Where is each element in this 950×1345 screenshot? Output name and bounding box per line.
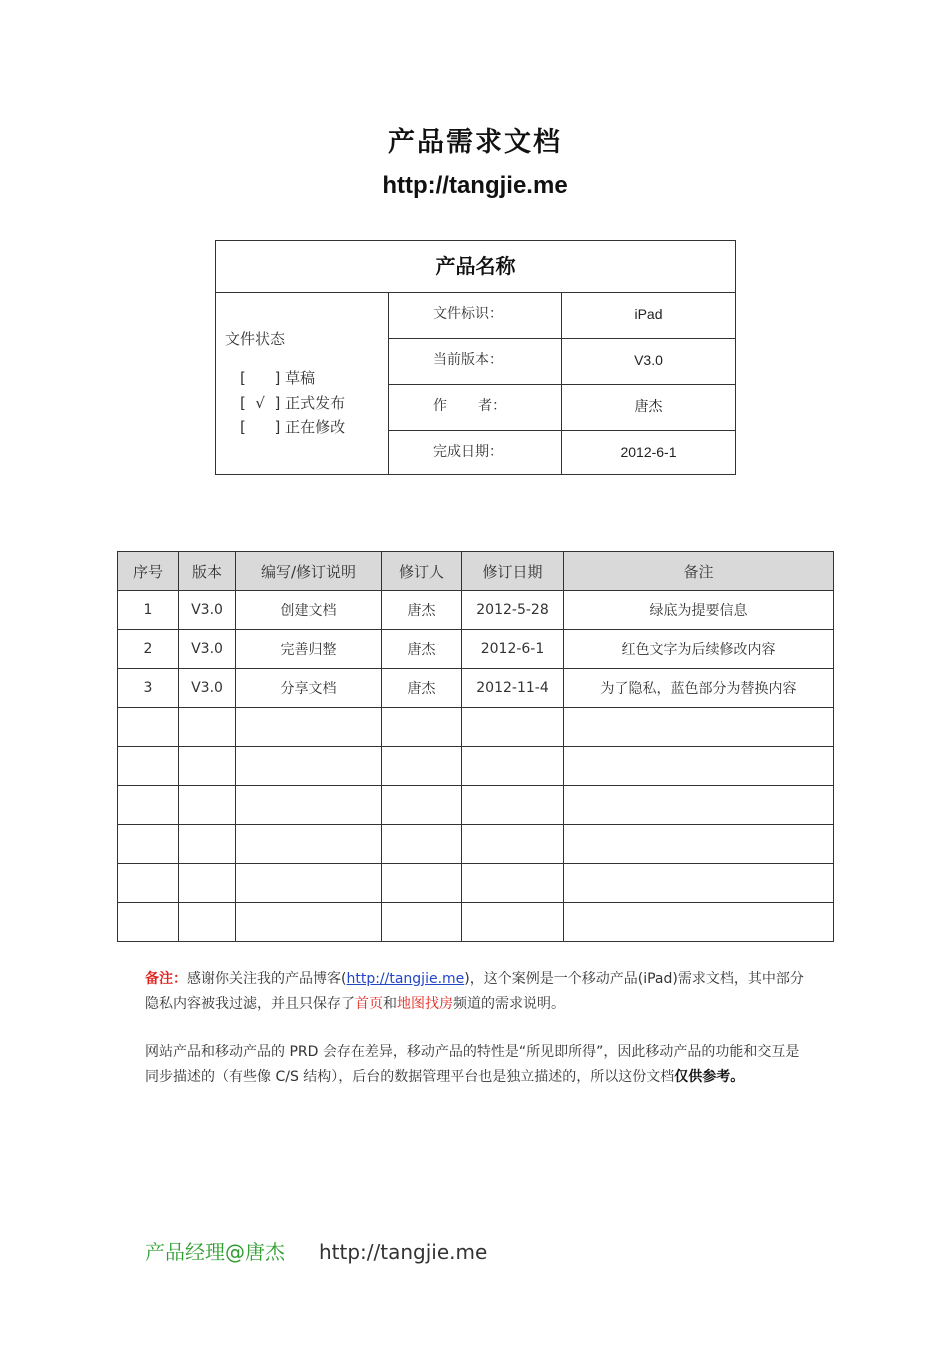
- status-option-label: 草稿: [285, 369, 316, 387]
- blog-link[interactable]: http://tangjie.me: [346, 971, 465, 987]
- cell-description: [236, 747, 382, 786]
- meta-row-file-id: [389, 292, 735, 339]
- meta-value: 2012-6-1: [620, 444, 677, 460]
- cell-date: [462, 747, 564, 786]
- table-row: [118, 630, 834, 669]
- cell-date: [462, 864, 564, 903]
- cell-reviser: 唐杰: [382, 669, 462, 708]
- product-info-box: [215, 240, 736, 475]
- cell-version: [179, 786, 236, 825]
- cell-date: [462, 708, 564, 747]
- notes-highlight-home: 首页: [355, 996, 383, 1012]
- notes-text: 网站产品和移动产品的 PRD 会存在差异，移动产品的特性是“所见即所得”，因此移动产品的功能和交互是同步描述的（有些像 C/S 结构），后台的数据管理平台也是独立描述的，所以这份文档: [145, 1044, 800, 1085]
- column-header-date: 修订日期: [462, 552, 564, 591]
- cell-version: V3.0: [179, 669, 236, 708]
- cell-date: 2012-11-4: [462, 669, 564, 708]
- cell-reviser: [382, 825, 462, 864]
- meta-row-author: [389, 384, 735, 431]
- notes-section: [145, 967, 810, 1113]
- status-checkbox: [ ]: [240, 369, 281, 387]
- meta-key: 完成日期：: [389, 430, 562, 474]
- table-header-row: [118, 552, 834, 591]
- notes-text: 频道的需求说明。: [453, 996, 565, 1012]
- cell-reviser: [382, 903, 462, 942]
- cell-index: [118, 903, 179, 942]
- table-row: [118, 708, 834, 747]
- meta-key: 作 者：: [389, 384, 562, 430]
- cell-version: [179, 864, 236, 903]
- cell-description: [236, 903, 382, 942]
- status-option-editing[interactable]: [240, 416, 345, 437]
- cell-date: [462, 786, 564, 825]
- cell-reviser: [382, 747, 462, 786]
- cell-description: 完善归整: [236, 630, 382, 669]
- status-checkbox: [ √ ]: [240, 394, 281, 412]
- file-status-label: 文件状态: [225, 330, 286, 348]
- cell-date: 2012-5-28: [462, 591, 564, 630]
- meta-value: iPad: [634, 306, 663, 322]
- footer: [145, 1236, 487, 1265]
- table-row: [118, 864, 834, 903]
- cell-index: [118, 708, 179, 747]
- meta-row-date: [389, 430, 735, 474]
- file-status-section: [216, 292, 389, 474]
- cell-date: [462, 825, 564, 864]
- status-option-label: 正式发布: [285, 394, 346, 412]
- column-header-description: 编写/修订说明: [236, 552, 382, 591]
- notes-text: 和: [383, 996, 397, 1012]
- status-option-label: 正在修改: [285, 418, 346, 436]
- cell-description: 分享文档: [236, 669, 382, 708]
- table-row: [118, 825, 834, 864]
- cell-remarks: 红色文字为后续修改内容: [564, 630, 834, 669]
- meta-value: 唐杰: [634, 398, 663, 414]
- cell-index: [118, 864, 179, 903]
- cell-index: 2: [118, 630, 179, 669]
- cell-reviser: 唐杰: [382, 630, 462, 669]
- status-option-published[interactable]: [240, 392, 345, 413]
- cell-remarks: [564, 747, 834, 786]
- cell-remarks: [564, 786, 834, 825]
- cell-date: 2012-6-1: [462, 630, 564, 669]
- notes-emphasis: 仅供参考。: [674, 1069, 745, 1085]
- cell-version: V3.0: [179, 630, 236, 669]
- cell-index: [118, 786, 179, 825]
- table-row: [118, 669, 834, 708]
- cell-description: 创建文档: [236, 591, 382, 630]
- cell-version: V3.0: [179, 591, 236, 630]
- cell-remarks: 为了隐私，蓝色部分为替换内容: [564, 669, 834, 708]
- cell-version: [179, 747, 236, 786]
- product-name-header: 产品名称: [216, 241, 735, 293]
- cell-remarks: [564, 708, 834, 747]
- status-option-draft[interactable]: [240, 367, 315, 388]
- table-row: [118, 786, 834, 825]
- notes-text: )，这个案例是一个移动产品(iPad)需求文档，其中部分隐私内容被我过滤，并且只保存了: [145, 971, 804, 1012]
- cell-description: [236, 825, 382, 864]
- cell-index: 3: [118, 669, 179, 708]
- cell-version: [179, 903, 236, 942]
- document-subtitle-url: http://tangjie.me: [382, 172, 568, 199]
- cell-reviser: [382, 864, 462, 903]
- cell-version: [179, 825, 236, 864]
- cell-reviser: 唐杰: [382, 591, 462, 630]
- notes-label: 备注：: [145, 971, 187, 987]
- revision-history-table: [117, 551, 834, 942]
- table-row: [118, 591, 834, 630]
- table-row: [118, 903, 834, 942]
- cell-reviser: [382, 708, 462, 747]
- cell-description: [236, 864, 382, 903]
- column-header-version: 版本: [179, 552, 236, 591]
- cell-version: [179, 708, 236, 747]
- notes-highlight-map: 地图找房: [397, 996, 453, 1012]
- meta-key: 文件标识：: [389, 292, 562, 338]
- cell-index: [118, 747, 179, 786]
- column-header-remarks: 备注: [564, 552, 834, 591]
- cell-remarks: [564, 825, 834, 864]
- cell-index: [118, 825, 179, 864]
- table-row: [118, 747, 834, 786]
- status-checkbox: [ ]: [240, 418, 281, 436]
- cell-description: [236, 786, 382, 825]
- meta-value: V3.0: [634, 352, 663, 368]
- document-title: 产品需求文档: [388, 127, 562, 158]
- cell-remarks: 绿底为提要信息: [564, 591, 834, 630]
- cell-index: 1: [118, 591, 179, 630]
- cell-remarks: [564, 903, 834, 942]
- notes-text: 感谢你关注我的产品博客(: [187, 971, 347, 987]
- column-header-index: 序号: [118, 552, 179, 591]
- cell-remarks: [564, 864, 834, 903]
- meta-key: 当前版本：: [389, 338, 562, 384]
- footer-author: 产品经理@唐杰: [145, 1240, 285, 1264]
- notes-paragraph-2: [145, 1040, 810, 1090]
- column-header-reviser: 修订人: [382, 552, 462, 591]
- cell-description: [236, 708, 382, 747]
- footer-url: http://tangjie.me: [319, 1240, 488, 1264]
- cell-date: [462, 903, 564, 942]
- meta-row-version: [389, 338, 735, 385]
- notes-paragraph-1: [145, 967, 810, 1017]
- cell-reviser: [382, 786, 462, 825]
